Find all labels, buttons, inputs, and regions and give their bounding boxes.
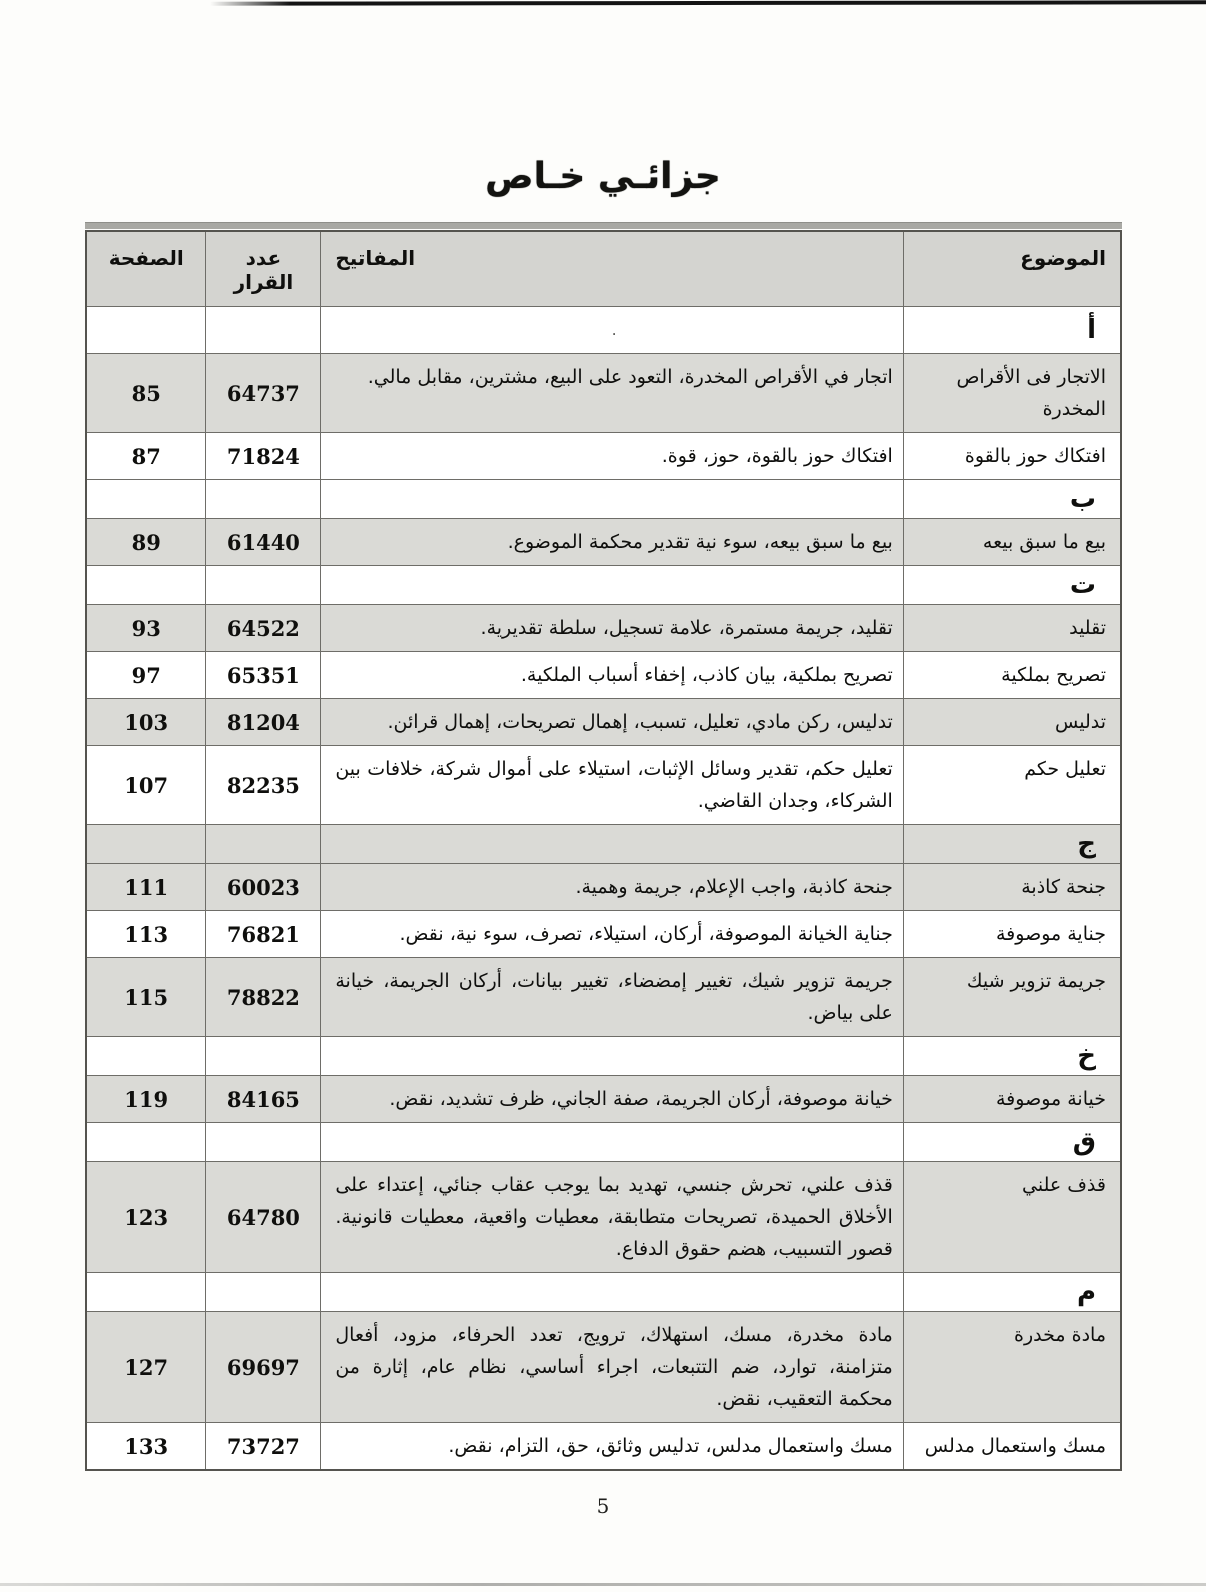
table-top-edge — [85, 222, 1122, 229]
page-number-cell: 85 — [86, 354, 206, 433]
subject-cell: افتكاك حوز بالقوة — [903, 433, 1121, 480]
keys-cell: افتكاك حوز بالقوة، حوز، قوة. — [321, 433, 904, 480]
section-keys-cell — [321, 566, 904, 605]
decision-number-cell: 65351 — [206, 652, 321, 699]
section-letter: ت — [903, 566, 1121, 605]
page-number-cell: 123 — [86, 1162, 206, 1273]
section-decision-cell — [206, 480, 321, 519]
toc-table — [85, 230, 1122, 1471]
decision-number-cell: 71824 — [206, 433, 321, 480]
top-scan-artifact-line — [210, 0, 1206, 5]
section-decision-cell — [206, 307, 321, 354]
section-page-cell — [86, 307, 206, 354]
section-decision-cell — [206, 1037, 321, 1076]
section-row — [86, 1123, 1121, 1162]
subject-cell: تدليس — [903, 699, 1121, 746]
decision-number-cell: 64737 — [206, 354, 321, 433]
section-decision-cell — [206, 1273, 321, 1312]
keys-cell: تقليد، جريمة مستمرة، علامة تسجيل، سلطة تقديرية. — [321, 605, 904, 652]
toc-table-body — [86, 307, 1121, 1471]
table-row — [86, 746, 1121, 825]
table-row — [86, 652, 1121, 699]
table-row — [86, 433, 1121, 480]
subject-cell: قذف علني — [903, 1162, 1121, 1273]
page-number-cell: 115 — [86, 958, 206, 1037]
keys-cell: قذف علني، تحرش جنسي، تهديد بما يوجب عقاب جنائي، إعتداء على الأخلاق الحميدة، تصريحات متطابقة، معطيات واقعية، معطيات قانونية. قصور التسبيب، هضم حقوق الدفاع. — [321, 1162, 904, 1273]
page-number-cell: 87 — [86, 433, 206, 480]
section-letter: أ — [903, 307, 1121, 354]
section-page-cell — [86, 825, 206, 864]
keys-cell: اتجار في الأقراص المخدرة، التعود على البيع، مشترين، مقابل مالي. — [321, 354, 904, 433]
subject-cell: بيع ما سبق بيعه — [903, 519, 1121, 566]
subject-cell: خيانة موصوفة — [903, 1076, 1121, 1123]
section-row — [86, 1273, 1121, 1312]
subject-cell: تقليد — [903, 605, 1121, 652]
section-decision-cell — [206, 566, 321, 605]
keys-cell: بيع ما سبق بيعه، سوء نية تقدير محكمة الموضوع. — [321, 519, 904, 566]
page-number-cell: 133 — [86, 1423, 206, 1471]
table-row — [86, 911, 1121, 958]
decision-number-cell: 60023 — [206, 864, 321, 911]
table-row — [86, 354, 1121, 433]
section-page-cell — [86, 1037, 206, 1076]
column-header-page: الصفحة — [86, 231, 206, 307]
section-row — [86, 307, 1121, 354]
section-letter: ق — [903, 1123, 1121, 1162]
decision-number-cell: 81204 — [206, 699, 321, 746]
table-row — [86, 1162, 1121, 1273]
page-number-cell: 111 — [86, 864, 206, 911]
keys-cell: جنحة كاذبة، واجب الإعلام، جريمة وهمية. — [321, 864, 904, 911]
keys-cell: مادة مخدرة، مسك، استهلاك، ترويج، تعدد الحرفاء، مزود، أفعال متزامنة، توارد، ضم التتبعات، اجراء أساسي، نظام عام، إثارة من محكمة التعقيب، نقض. — [321, 1312, 904, 1423]
decision-number-cell: 84165 — [206, 1076, 321, 1123]
section-letter: خ — [903, 1037, 1121, 1076]
page-number-cell: 127 — [86, 1312, 206, 1423]
footer-page-number: 5 — [596, 1494, 610, 1518]
column-header-subject: الموضوع — [903, 231, 1121, 307]
subject-cell: جريمة تزوير شيك — [903, 958, 1121, 1037]
decision-number-cell: 69697 — [206, 1312, 321, 1423]
bottom-scan-artifact-line — [0, 1583, 1206, 1586]
table-row — [86, 958, 1121, 1037]
section-keys-cell — [321, 480, 904, 519]
keys-cell: تعليل حكم، تقدير وسائل الإثبات، استيلاء على أموال شركة، خلافات بين الشركاء، وجدان القاضي. — [321, 746, 904, 825]
table-header — [86, 231, 1121, 307]
page-number-cell: 97 — [86, 652, 206, 699]
keys-cell: خيانة موصوفة، أركان الجريمة، صفة الجاني، ظرف تشديد، نقض. — [321, 1076, 904, 1123]
toc-table-container — [85, 222, 1122, 1471]
section-decision-cell — [206, 825, 321, 864]
subject-cell: تصريح بملكية — [903, 652, 1121, 699]
subject-cell: تعليل حكم — [903, 746, 1121, 825]
section-row — [86, 1037, 1121, 1076]
keys-cell: جريمة تزوير شيك، تغيير إمضضاء، تغيير بيانات، أركان الجريمة، خيانة على بياض. — [321, 958, 904, 1037]
decision-number-cell: 64780 — [206, 1162, 321, 1273]
subject-cell: مادة مخدرة — [903, 1312, 1121, 1423]
column-header-decision-number: عدد القرار — [206, 231, 321, 307]
table-row — [86, 605, 1121, 652]
section-page-cell — [86, 566, 206, 605]
header-row — [86, 231, 1121, 307]
section-page-cell — [86, 1123, 206, 1162]
table-row — [86, 1076, 1121, 1123]
keys-cell: تدليس، ركن مادي، تعليل، تسبب، إهمال تصريحات، إهمال قرائن. — [321, 699, 904, 746]
section-decision-cell — [206, 1123, 321, 1162]
decision-number-cell: 82235 — [206, 746, 321, 825]
table-row — [86, 519, 1121, 566]
section-page-cell — [86, 1273, 206, 1312]
table-row — [86, 864, 1121, 911]
section-letter: م — [903, 1273, 1121, 1312]
section-row — [86, 566, 1121, 605]
table-row — [86, 699, 1121, 746]
page-number-cell: 93 — [86, 605, 206, 652]
decision-number-cell: 61440 — [206, 519, 321, 566]
section-letter: ب — [903, 480, 1121, 519]
decision-number-cell: 64522 — [206, 605, 321, 652]
decision-number-cell: 78822 — [206, 958, 321, 1037]
keys-cell: جناية الخيانة الموصوفة، أركان، استيلاء، تصرف، سوء نية، نقض. — [321, 911, 904, 958]
section-page-cell — [86, 480, 206, 519]
column-header-keys: المفاتيح — [321, 231, 904, 307]
page-number-cell: 113 — [86, 911, 206, 958]
section-keys-cell — [321, 1123, 904, 1162]
page-number-cell: 89 — [86, 519, 206, 566]
section-keys-cell — [321, 1273, 904, 1312]
page-title: جزائـي خـاص — [485, 156, 721, 197]
keys-cell: مسك واستعمال مدلس، تدليس وثائق، حق، التزام، نقض. — [321, 1423, 904, 1471]
subject-cell: مسك واستعمال مدلس — [903, 1423, 1121, 1471]
page-number-cell: 107 — [86, 746, 206, 825]
keys-cell: تصريح بملكية، بيان كاذب، إخفاء أسباب الملكية. — [321, 652, 904, 699]
section-keys-cell — [321, 825, 904, 864]
subject-cell: جناية موصوفة — [903, 911, 1121, 958]
subject-cell: جنحة كاذبة — [903, 864, 1121, 911]
section-letter: ج — [903, 825, 1121, 864]
table-row — [86, 1312, 1121, 1423]
page-number-cell: 119 — [86, 1076, 206, 1123]
table-row — [86, 1423, 1121, 1471]
decision-number-cell: 73727 — [206, 1423, 321, 1471]
section-keys-cell — [321, 1037, 904, 1076]
decision-number-cell: 76821 — [206, 911, 321, 958]
section-row — [86, 480, 1121, 519]
subject-cell: الاتجار فى الأقراص المخدرة — [903, 354, 1121, 433]
section-row — [86, 825, 1121, 864]
section-keys-cell: . — [321, 307, 904, 354]
page-number-cell: 103 — [86, 699, 206, 746]
